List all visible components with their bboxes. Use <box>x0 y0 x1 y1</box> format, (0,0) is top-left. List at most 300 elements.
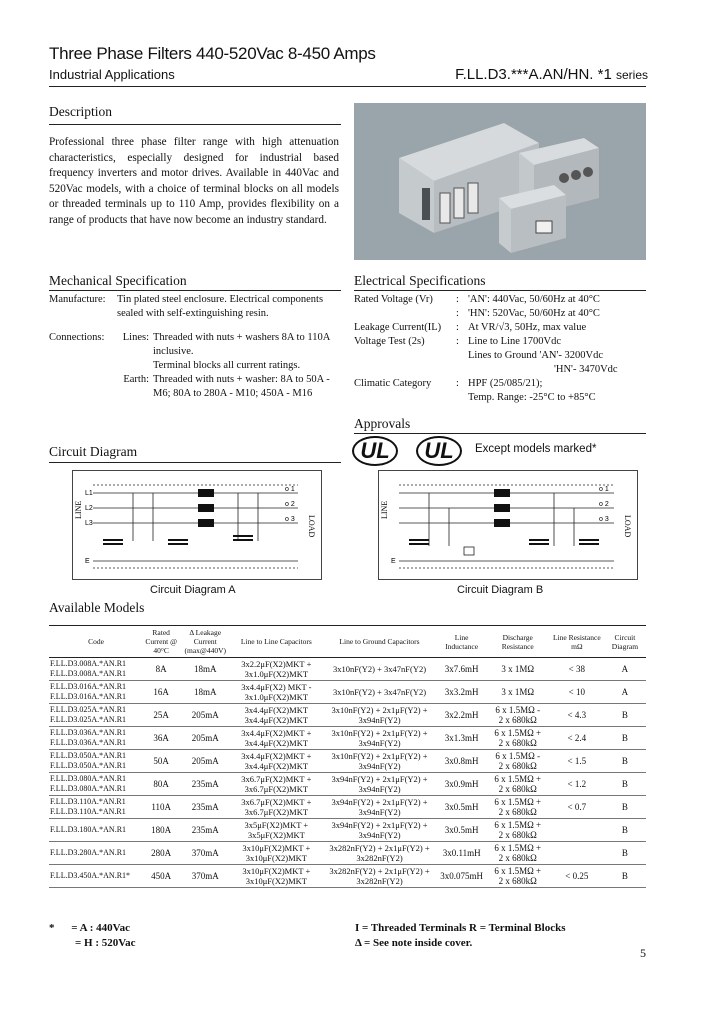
col-discharge: Discharge Resistance <box>486 626 550 658</box>
cell-code-line: F.LL.D3.025A.*AN.R1 <box>50 715 127 724</box>
cell-resistance <box>550 681 604 704</box>
cell-code-line: F.LL.D3.050A.*AN.R1 <box>50 750 127 760</box>
cell-current-line: 280A <box>151 847 172 858</box>
page-title: Three Phase Filters 440-520Vac 8-450 Amps <box>49 44 376 63</box>
cell-resistance-line: < 2.4 <box>567 732 587 743</box>
cell-line-ground-line: 3x10nF(Y2) + 3x47nF(Y2) <box>332 686 427 697</box>
cell-line-line-line: 3x6.7μF(X2)MKT <box>244 784 309 794</box>
circuit-b-o1: o 1 <box>599 486 609 493</box>
circuit-a-e: E <box>85 558 90 565</box>
product-photo-illustration <box>354 103 646 260</box>
page-number: 5 <box>640 946 646 960</box>
col-resistance: Line Resistance mΩ <box>550 626 604 658</box>
cell-diagram <box>604 704 646 727</box>
cell-line-line <box>231 727 321 750</box>
cell-inductance <box>438 819 486 842</box>
voltage-test-ll: Line to Line 1700Vdc <box>468 336 562 347</box>
cell-discharge-line: 2 x 680kΩ <box>498 853 537 863</box>
cell-diagram <box>604 773 646 796</box>
cell-resistance-line: < 4.3 <box>567 709 587 720</box>
circuit-a-l2: L2 <box>85 505 93 512</box>
legend-delta: Δ = See note inside cover. <box>355 937 473 949</box>
cell-diagram <box>604 750 646 773</box>
lines-text-1: Threaded with nuts + washers 8A to 110A inclusive. <box>153 332 330 357</box>
circuit-b-o2: o 2 <box>599 501 609 508</box>
cell-leakage <box>179 796 231 819</box>
cell-discharge-line: 3 x 1MΩ <box>501 686 535 697</box>
cell-code-line: F.LL.D3.450A.*AN.R1* <box>50 870 131 880</box>
cell-leakage <box>179 704 231 727</box>
models-body <box>49 658 646 888</box>
approvals-heading: Approvals <box>354 416 411 431</box>
cell-code <box>49 658 143 681</box>
cell-discharge <box>486 842 550 865</box>
cell-line-ground <box>321 819 437 842</box>
cell-code <box>49 681 143 704</box>
table-row <box>49 750 646 773</box>
cell-discharge <box>486 727 550 750</box>
cell-discharge-line: 6 x 1.5MΩ + <box>494 842 542 853</box>
cell-diagram <box>604 727 646 750</box>
cell-inductance <box>438 750 486 773</box>
temp-range: Temp. Range: -25°C to +85°C <box>468 392 596 403</box>
cell-line-ground-line: 3x10nF(Y2) + 3x47nF(Y2) <box>332 663 427 674</box>
cell-discharge-line: 6 x 1.5MΩ + <box>494 865 542 876</box>
cell-line-line-line: 3x2.2μF(X2)MKT + <box>241 658 312 669</box>
mechanical-heading: Mechanical Specification <box>49 273 187 288</box>
cell-line-ground <box>321 658 437 681</box>
cell-line-ground <box>321 727 437 750</box>
electrical-heading: Electrical Specifications <box>354 273 486 288</box>
cell-line-ground-line: 3x282nF(Y2) + 2x1μF(Y2) + <box>329 842 430 853</box>
cell-diagram <box>604 796 646 819</box>
cell-discharge-line: 2 x 680kΩ <box>498 784 537 794</box>
cell-current-line: 180A <box>151 824 172 835</box>
cell-code <box>49 819 143 842</box>
cell-line-line <box>231 750 321 773</box>
cell-discharge <box>486 681 550 704</box>
description-rule <box>49 124 341 125</box>
cell-discharge <box>486 865 550 888</box>
cell-code <box>49 704 143 727</box>
voltage-test-lg-row <box>354 349 654 363</box>
cell-diagram-line: B <box>621 778 628 789</box>
cell-line-line-line: 3x4.4μF(X2)MKT <box>244 704 309 715</box>
cell-current-line: 36A <box>153 732 169 743</box>
electrical-spec <box>354 293 654 405</box>
circuit-a-o3: o 3 <box>285 516 295 523</box>
description-heading: Description <box>49 104 112 119</box>
cell-code-line: F.LL.D3.036A.*AN.R1 <box>50 727 127 737</box>
cell-discharge <box>486 750 550 773</box>
cell-leakage-line: 205mA <box>191 709 219 720</box>
cell-inductance-line: 3x0.11mH <box>442 847 481 858</box>
cell-discharge-line: 6 x 1.5MΩ - <box>495 704 541 715</box>
cell-line-line-line: 3x6.7μF(X2)MKT <box>244 807 309 817</box>
cell-current <box>143 796 179 819</box>
cell-line-ground <box>321 681 437 704</box>
cell-current-line: 16A <box>153 686 169 697</box>
cell-inductance <box>438 865 486 888</box>
cell-line-ground-line: 3x282nF(Y2) + 2x1μF(Y2) + <box>329 865 430 876</box>
circuit-heading: Circuit Diagram <box>49 444 138 459</box>
rated-voltage-hn: 'HN': 520Vac, 50/60Hz at 40°C <box>468 308 600 319</box>
cell-leakage-line: 235mA <box>191 778 219 789</box>
col-code: Code <box>49 626 143 658</box>
table-row <box>49 658 646 681</box>
cell-resistance <box>550 658 604 681</box>
cell-leakage-line: 235mA <box>191 824 219 835</box>
lines-label: Lines: <box>122 332 149 343</box>
cell-diagram-line: B <box>621 847 628 858</box>
lines-text <box>153 331 333 373</box>
cell-leakage-line: 205mA <box>191 732 219 743</box>
cell-line-line <box>231 681 321 704</box>
cell-current-line: 450A <box>151 870 172 881</box>
cell-current <box>143 704 179 727</box>
cell-line-ground-line: 3x10nF(Y2) + 2x1μF(Y2) + <box>331 727 428 738</box>
cell-resistance <box>550 704 604 727</box>
cell-discharge-line: 2 x 680kΩ <box>498 807 537 817</box>
cell-leakage-line: 235mA <box>191 801 219 812</box>
cell-line-ground <box>321 865 437 888</box>
cell-current <box>143 750 179 773</box>
cell-current <box>143 865 179 888</box>
cell-resistance-line: < 0.25 <box>565 870 589 881</box>
cell-current-line: 25A <box>153 709 169 720</box>
cell-code <box>49 796 143 819</box>
col-current: Rated Current @ 40°C <box>143 626 179 658</box>
cell-line-line-line: 3x1.0μF(X2)MKT <box>244 692 309 702</box>
cell-current-line: 80A <box>153 778 169 789</box>
cell-line-ground-line: 3x94nF(Y2) <box>358 715 401 725</box>
cell-line-ground-line: 3x94nF(Y2) <box>358 761 401 771</box>
cell-diagram <box>604 658 646 681</box>
table-row <box>49 865 646 888</box>
cell-discharge <box>486 704 550 727</box>
header-rule <box>49 86 646 87</box>
table-row <box>49 773 646 796</box>
cell-line-ground-line: 3x282nF(Y2) <box>356 853 403 863</box>
manufacture-text: Tin plated steel enclosure. Electrical components sealed with self-extinguishing resin. <box>117 294 324 319</box>
cell-discharge-line: 2 x 680kΩ <box>498 761 537 771</box>
cell-line-line-line: 3x1.0μF(X2)MKT <box>244 669 309 679</box>
table-row <box>49 819 646 842</box>
cell-current <box>143 773 179 796</box>
table-row <box>49 796 646 819</box>
product-photo <box>354 103 646 260</box>
ul-listed-logo: UL <box>416 436 462 466</box>
cell-leakage-line: 18mA <box>193 686 217 697</box>
table-row <box>49 842 646 865</box>
page-subtitle: Industrial Applications <box>49 67 175 82</box>
cell-leakage <box>179 773 231 796</box>
table-row <box>49 681 646 704</box>
circuit-b-e: E <box>391 558 396 565</box>
connections-row <box>49 331 339 373</box>
rated-voltage-label: Rated Voltage (Vr) <box>354 294 433 305</box>
cell-line-line-line: 3x6.7μF(X2)MKT + <box>241 796 312 807</box>
cell-line-line-line: 3x4.4μF(X2) MKT - <box>241 681 312 692</box>
approval-logos <box>352 436 462 466</box>
cell-line-line-line: 3x4.4μF(X2)MKT + <box>241 727 312 738</box>
cell-inductance-line: 3x0.5mH <box>444 801 479 812</box>
cell-line-line <box>231 865 321 888</box>
rated-voltage-row: Rated Voltage (Vr) : 'AN': 440Vac, 50/60Hz at 40°C <box>354 294 600 305</box>
circuit-a-l1: L1 <box>85 490 93 497</box>
col-inductance: Line Inductance <box>438 626 486 658</box>
cell-current-line: 110A <box>151 801 172 812</box>
cell-inductance <box>438 727 486 750</box>
cell-current <box>143 681 179 704</box>
cell-line-line <box>231 842 321 865</box>
cell-line-line <box>231 773 321 796</box>
cell-inductance-line: 3x7.6mH <box>444 663 479 674</box>
cell-code-line: F.LL.D3.080A.*AN.R1 <box>50 773 127 783</box>
legend-asterisk-block <box>49 922 130 934</box>
cell-inductance-line: 3x0.8mH <box>444 755 479 766</box>
cell-diagram <box>604 681 646 704</box>
cell-discharge-line: 6 x 1.5MΩ + <box>494 773 542 784</box>
cell-discharge <box>486 819 550 842</box>
cell-leakage-line: 370mA <box>191 870 219 881</box>
cell-code-line: F.LL.D3.050A.*AN.R1 <box>50 761 127 770</box>
circuit-diagram-b <box>378 470 638 580</box>
cell-discharge-line: 2 x 680kΩ <box>498 738 537 748</box>
electrical-rule <box>354 290 646 291</box>
cell-line-ground-line: 3x94nF(Y2) + 2x1μF(Y2) + <box>331 796 428 807</box>
cell-discharge-line: 3 x 1MΩ <box>501 663 535 674</box>
cell-diagram <box>604 819 646 842</box>
earth-text: Threaded with nuts + washer: 8A to 50A - M6; 80A to 280A - M10; 450A - M16 <box>153 374 330 399</box>
cell-line-ground-line: 3x94nF(Y2) + 2x1μF(Y2) + <box>331 773 428 784</box>
cell-diagram-line: B <box>621 709 628 720</box>
cell-diagram-line: B <box>621 755 628 766</box>
cell-line-ground-line: 3x282nF(Y2) <box>356 876 403 886</box>
cell-current <box>143 842 179 865</box>
connections-label: Connections: <box>49 332 105 343</box>
cell-diagram-line: B <box>621 824 628 835</box>
cell-code <box>49 865 143 888</box>
cell-code-line: F.LL.D3.110A.*AN.R1 <box>50 807 126 816</box>
earth-label: Earth: <box>123 374 149 385</box>
cell-inductance <box>438 704 486 727</box>
approvals-rule <box>354 433 646 434</box>
cell-resistance <box>550 819 604 842</box>
cell-line-ground-line: 3x94nF(Y2) + 2x1μF(Y2) + <box>331 819 428 830</box>
manufacture-row <box>49 293 339 321</box>
cell-leakage <box>179 750 231 773</box>
cell-inductance-line: 3x2.2mH <box>444 709 479 720</box>
cell-discharge-line: 2 x 680kΩ <box>498 830 537 840</box>
cell-inductance <box>438 796 486 819</box>
cell-inductance-line: 3x3.2mH <box>444 686 479 697</box>
voltage-test-lg: Lines to Ground 'AN'- 3200Vdc <box>468 350 604 361</box>
col-line-line: Line to Line Capacitors <box>231 626 321 658</box>
voltage-test-label: Voltage Test (2s) <box>354 336 425 347</box>
cell-resistance <box>550 865 604 888</box>
cell-line-ground-line: 3x94nF(Y2) <box>358 784 401 794</box>
climatic-label: Climatic Category <box>354 378 432 389</box>
circuit-b-line-label: LINE <box>380 500 389 519</box>
legend-a: = A : 440Vac <box>71 922 130 934</box>
cell-resistance <box>550 727 604 750</box>
cell-code-line: F.LL.D3.025A.*AN.R1 <box>50 704 127 714</box>
cell-discharge-line: 6 x 1.5MΩ + <box>494 819 542 830</box>
cell-line-line-line: 3x4.4μF(X2)MKT <box>244 761 309 771</box>
cell-line-line-line: 3x4.4μF(X2)MKT + <box>241 750 312 761</box>
cell-line-line-line: 3x5μF(X2)MKT + <box>244 819 309 830</box>
cell-discharge <box>486 658 550 681</box>
rated-voltage-an: 'AN': 440Vac, 50/60Hz at 40°C <box>468 294 600 305</box>
description-text: Professional three phase filter range with high attenuation characteristics, especially designed for industrial based frequency inverters and motor drives. Available in 440Vac and 520Vac models, with a choice of terminal blocks on all models or threaded terminals up to 110 Amp, provides flexibility on a range of products that have now become an industry standard. <box>49 136 339 226</box>
circuit-b-o3: o 3 <box>599 516 609 523</box>
series-code <box>455 66 648 83</box>
cell-line-ground-line: 3x10nF(Y2) + 2x1μF(Y2) + <box>331 750 428 761</box>
cell-inductance <box>438 658 486 681</box>
lines-text-2: Terminal blocks all current ratings. <box>153 360 301 371</box>
series-word: series <box>615 68 648 82</box>
cell-discharge-line: 2 x 680kΩ <box>498 876 537 886</box>
cell-leakage <box>179 865 231 888</box>
series-code-text: F.LL.D3.***A.AN/HN. *1 <box>455 66 612 83</box>
table-row <box>49 727 646 750</box>
circuit-b-schematic <box>379 471 637 579</box>
cell-code-line: F.LL.D3.016A.*AN.R1 <box>50 692 127 701</box>
cell-resistance-line: < 1.2 <box>567 778 587 789</box>
cell-code-line: F.LL.D3.008A.*AN.R1 <box>50 658 127 668</box>
cell-code-line: F.LL.D3.180A.*AN.R1 <box>50 824 127 834</box>
cell-code-line: F.LL.D3.008A.*AN.R1 <box>50 669 127 678</box>
circuit-b-caption: Circuit Diagram B <box>457 584 544 596</box>
cell-code-line: F.LL.D3.280A.*AN.R1 <box>50 847 127 857</box>
cell-line-ground-line: 3x94nF(Y2) <box>358 830 401 840</box>
rated-voltage-hn-row: : 'HN': 520Vac, 50/60Hz at 40°C <box>456 308 600 319</box>
col-line-ground: Line to Ground Capacitors <box>321 626 437 658</box>
cell-code <box>49 773 143 796</box>
cell-resistance-line: < 0.7 <box>567 801 587 812</box>
cell-inductance-line: 3x0.9mH <box>444 778 479 789</box>
models-heading: Available Models <box>49 600 145 615</box>
circuit-a-l3: L3 <box>85 520 93 527</box>
cell-line-ground-line: 3x94nF(Y2) <box>358 738 401 748</box>
climatic-row: Climatic Category : HPF (25/085/21); <box>354 378 543 389</box>
cell-diagram <box>604 842 646 865</box>
circuit-rule <box>49 462 341 463</box>
cell-resistance <box>550 842 604 865</box>
cell-line-ground <box>321 796 437 819</box>
cell-leakage-line: 370mA <box>191 847 219 858</box>
cell-discharge <box>486 796 550 819</box>
cell-code <box>49 727 143 750</box>
cell-inductance <box>438 842 486 865</box>
legend-terminals: I = Threaded Terminals R = Terminal Blocks <box>355 922 566 934</box>
cell-resistance-line: < 1.5 <box>567 755 587 766</box>
mechanical-rule <box>49 290 341 291</box>
cell-resistance <box>550 796 604 819</box>
cell-diagram-line: B <box>621 870 628 881</box>
table-row <box>49 704 646 727</box>
cell-leakage <box>179 727 231 750</box>
cell-resistance-line: < 10 <box>568 686 585 697</box>
cell-line-line <box>231 658 321 681</box>
cell-line-line-line: 3x10μF(X2)MKT <box>245 876 307 886</box>
cell-line-line-line: 3x4.4μF(X2)MKT <box>244 715 309 725</box>
cell-line-line <box>231 704 321 727</box>
ul-recognized-logo: UL <box>352 436 398 466</box>
cell-diagram-line: A <box>621 686 629 697</box>
cell-code-line: F.LL.D3.080A.*AN.R1 <box>50 784 127 793</box>
cell-leakage <box>179 842 231 865</box>
cell-leakage-line: 205mA <box>191 755 219 766</box>
voltage-test-row: Voltage Test (2s) : Line to Line 1700Vdc <box>354 336 562 347</box>
circuit-a-load-label: LOAD <box>307 515 316 538</box>
cell-line-ground <box>321 842 437 865</box>
leakage-value: At VR/√3, 50Hz, max value <box>468 322 587 333</box>
earth-row <box>49 373 339 401</box>
legend-asterisk: * <box>49 922 55 934</box>
cell-code-line: F.LL.D3.016A.*AN.R1 <box>50 681 127 691</box>
circuit-a-caption: Circuit Diagram A <box>150 584 236 596</box>
legend-h: = H : 520Vac <box>75 937 136 949</box>
cell-discharge-line: 6 x 1.5MΩ - <box>495 750 541 761</box>
cell-current-line: 50A <box>153 755 169 766</box>
cell-diagram-line: B <box>621 732 628 743</box>
cell-line-line-line: 3x10μF(X2)MKT <box>245 853 307 863</box>
cell-leakage <box>179 658 231 681</box>
circuit-a-line-label: LINE <box>74 500 83 519</box>
cell-leakage-line: 18mA <box>193 663 217 674</box>
cell-code <box>49 842 143 865</box>
cell-current-line: 8A <box>155 663 167 674</box>
cell-resistance <box>550 750 604 773</box>
cell-code-line: F.LL.D3.036A.*AN.R1 <box>50 738 127 747</box>
cell-code-line: F.LL.D3.110A.*AN.R1 <box>50 796 126 806</box>
cell-current <box>143 658 179 681</box>
cell-line-line-line: 3x4.4μF(X2)MKT <box>244 738 309 748</box>
cell-diagram <box>604 865 646 888</box>
cell-resistance <box>550 773 604 796</box>
circuit-a-o1: o 1 <box>285 486 295 493</box>
cell-discharge-line: 2 x 680kΩ <box>498 715 537 725</box>
models-table <box>49 625 646 888</box>
temp-row <box>354 391 654 405</box>
models-header-row <box>49 626 646 658</box>
cell-inductance <box>438 773 486 796</box>
cell-line-line-line: 3x6.7μF(X2)MKT + <box>241 773 312 784</box>
mechanical-spec <box>49 293 339 401</box>
cell-leakage <box>179 681 231 704</box>
cell-discharge-line: 6 x 1.5MΩ + <box>494 796 542 807</box>
cell-resistance-line: < 38 <box>568 663 585 674</box>
cell-diagram-line: A <box>621 663 629 674</box>
col-diagram: Circuit Diagram <box>604 626 646 658</box>
cell-line-line-line: 3x5μF(X2)MKT <box>247 830 305 840</box>
cell-current <box>143 819 179 842</box>
circuit-a-schematic <box>73 471 321 579</box>
climatic-value: HPF (25/085/21); <box>468 378 543 389</box>
cell-line-ground <box>321 750 437 773</box>
cell-inductance <box>438 681 486 704</box>
manufacture-label: Manufacture: <box>49 294 106 305</box>
cell-discharge <box>486 773 550 796</box>
cell-line-line <box>231 796 321 819</box>
leakage-row: Leakage Current(IL) : At VR/√3, 50Hz, max value <box>354 322 587 333</box>
cell-inductance-line: 3x1.3mH <box>444 732 479 743</box>
cell-leakage <box>179 819 231 842</box>
circuit-b-load-label: LOAD <box>623 515 632 538</box>
col-leakage: Δ Leakage Current (max@440V) <box>179 626 231 658</box>
